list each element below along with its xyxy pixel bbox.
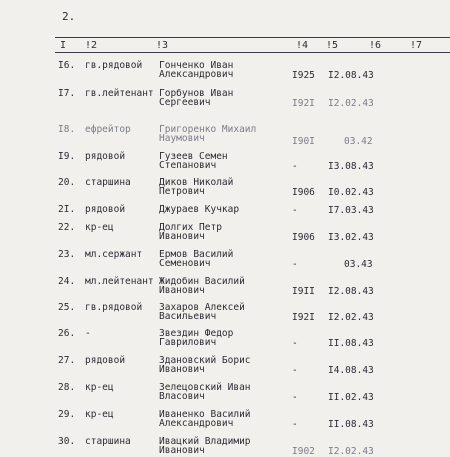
- row-name-line2: Власович: [159, 391, 205, 402]
- row-name-line2: Иванович: [159, 364, 205, 375]
- row-number: 22.: [58, 222, 76, 233]
- row-number: 29.: [58, 409, 76, 420]
- row-rank: гв.рядовой: [85, 60, 143, 71]
- row-number: 20.: [58, 177, 76, 188]
- row-rank: старшина: [85, 436, 131, 447]
- row-date: I2.02.43: [328, 446, 374, 457]
- row-birth-year: I9II: [292, 286, 315, 297]
- row-rank: кр-ец: [85, 409, 114, 420]
- row-name-line2: Наумович: [159, 133, 205, 144]
- row-date: I2.08.43: [328, 286, 374, 297]
- row-name-line2: Степанович: [159, 160, 217, 171]
- row-name-line2: Сергеевич: [159, 97, 211, 108]
- column-header-6: !6: [369, 40, 382, 51]
- header-bottom-rule: [55, 52, 450, 53]
- row-date: I7.03.43: [328, 205, 374, 216]
- row-date: I3.02.43: [328, 232, 374, 243]
- row-birth-year: -: [292, 259, 298, 270]
- row-name-line2: Гаврилович: [159, 337, 217, 348]
- row-birth-year: I90I: [292, 136, 315, 147]
- row-date: 03.43: [344, 259, 373, 270]
- row-name-line1: Гузеев Семен: [159, 151, 228, 162]
- row-number: I7.: [58, 88, 76, 99]
- row-number: I8.: [58, 124, 76, 135]
- row-rank: гв.рядовой: [85, 302, 143, 313]
- row-date: II.08.43: [328, 338, 374, 349]
- row-date: I2.08.43: [328, 70, 374, 81]
- row-name-line1: Иваненко Василий: [159, 409, 251, 420]
- row-birth-year: -: [292, 392, 298, 403]
- column-header-2: !2: [85, 40, 98, 51]
- row-birth-year: I92I: [292, 98, 315, 109]
- row-birth-year: I906: [292, 187, 315, 198]
- row-name-line1: Ермов Василий: [159, 249, 234, 260]
- row-name-line1: Здановский Борис: [159, 355, 251, 366]
- row-name-line1: Джураев Кучкар: [159, 204, 240, 215]
- row-rank: рядовой: [85, 151, 126, 162]
- column-header-5: !5: [326, 40, 339, 51]
- row-number: 30.: [58, 436, 76, 447]
- row-rank: старшина: [85, 177, 131, 188]
- row-rank: гв.лейтенант: [85, 88, 154, 99]
- row-birth-year: -: [292, 338, 298, 349]
- row-rank: кр-ец: [85, 222, 114, 233]
- row-name-line2: Александрович: [159, 69, 234, 80]
- row-name-line2: Петрович: [159, 186, 205, 197]
- column-header-4: !4: [296, 40, 309, 51]
- row-birth-year: I902: [292, 446, 315, 457]
- row-number: I9.: [58, 151, 76, 162]
- row-number: 23.: [58, 249, 76, 260]
- row-date: 03.42: [344, 136, 373, 147]
- row-date: I2.02.43: [328, 98, 374, 109]
- row-name-line1: Григоренко Михаил: [159, 124, 257, 135]
- row-date: II.08.43: [328, 419, 374, 430]
- row-number: 24.: [58, 276, 76, 287]
- row-name-line2: Иванович: [159, 285, 205, 296]
- row-name-line1: Захаров Алексей: [159, 302, 245, 313]
- column-header-3: !3: [156, 40, 169, 51]
- row-name-line2: Александрович: [159, 418, 234, 429]
- row-rank: ефрейтор: [85, 124, 131, 135]
- column-header-7: !7: [410, 40, 423, 51]
- row-name-line1: Горбунов Иван: [159, 88, 234, 99]
- row-rank: мл.сержант: [85, 249, 143, 260]
- row-date: II.02.43: [328, 392, 374, 403]
- row-birth-year: I92I: [292, 312, 315, 323]
- row-name-line1: Гонченко Иван: [159, 60, 234, 71]
- row-rank: -: [85, 328, 91, 339]
- row-name-line1: Диков Николай: [159, 177, 234, 188]
- row-birth-year: -: [292, 365, 298, 376]
- row-name-line1: Ивацкий Владимир: [159, 436, 251, 447]
- row-number: I6.: [58, 60, 76, 71]
- row-name-line2: Семенович: [159, 258, 211, 269]
- row-number: 27.: [58, 355, 76, 366]
- row-number: 26.: [58, 328, 76, 339]
- row-name-line2: Иванович: [159, 231, 205, 242]
- row-number: 28.: [58, 382, 76, 393]
- row-birth-year: I906: [292, 232, 315, 243]
- row-name-line2: Иванович: [159, 445, 205, 456]
- row-name-line1: Долгих Петр: [159, 222, 222, 233]
- row-date: I3.08.43: [328, 161, 374, 172]
- row-date: I4.08.43: [328, 365, 374, 376]
- row-date: I0.02.43: [328, 187, 374, 198]
- row-number: 2I.: [58, 204, 76, 215]
- header-top-rule: [55, 37, 450, 38]
- row-name-line1: Жидобин Василий: [159, 276, 245, 287]
- row-birth-year: I925: [292, 70, 315, 81]
- row-rank: рядовой: [85, 355, 126, 366]
- row-birth-year: -: [292, 205, 298, 216]
- row-birth-year: -: [292, 161, 298, 172]
- row-birth-year: -: [292, 419, 298, 430]
- row-rank: рядовой: [85, 204, 126, 215]
- row-rank: мл.лейтенант: [85, 276, 154, 287]
- column-header-1: I: [60, 40, 67, 51]
- page-number: 2.: [62, 10, 76, 23]
- row-name-line2: Васильевич: [159, 311, 217, 322]
- row-date: I2.02.43: [328, 312, 374, 323]
- row-name-line1: Зелецовский Иван: [159, 382, 251, 393]
- row-name-line1: Звездин Федор: [159, 328, 234, 339]
- row-rank: кр-ец: [85, 382, 114, 393]
- row-number: 25.: [58, 302, 76, 313]
